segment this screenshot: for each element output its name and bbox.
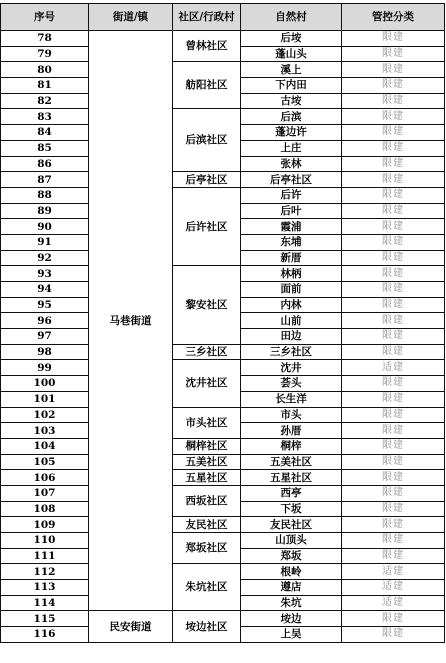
table-row <box>1 517 445 533</box>
natural-village-cell: 五星社区 <box>241 470 342 486</box>
natural-village-cell: 田边 <box>241 329 342 345</box>
serial-cell: 78 <box>1 31 89 47</box>
control-category-cell: 限建 <box>342 548 445 564</box>
natural-village-cell: 荟头 <box>241 376 342 392</box>
control-category-cell: 适建 <box>342 580 445 596</box>
serial-cell: 108 <box>1 501 89 517</box>
control-category-cell: 限建 <box>342 46 445 62</box>
natural-village-cell: 孙厝 <box>241 423 342 439</box>
serial-cell: 112 <box>1 564 89 580</box>
header-subdistrict: 街道/镇 <box>89 4 173 31</box>
community-cell: 后滨社区 <box>173 109 241 172</box>
natural-village-cell: 根岭 <box>241 564 342 580</box>
natural-village-cell: 面前 <box>241 282 342 298</box>
control-category-cell: 限建 <box>342 31 445 47</box>
serial-cell: 80 <box>1 62 89 78</box>
serial-cell: 98 <box>1 344 89 360</box>
table-row <box>1 187 445 203</box>
natural-village-cell: 桐梓 <box>241 438 342 454</box>
control-category-cell: 限建 <box>342 109 445 125</box>
serial-cell: 82 <box>1 93 89 109</box>
natural-village-cell: 张林 <box>241 156 342 172</box>
header-community: 社区/行政村 <box>173 4 241 31</box>
serial-cell: 93 <box>1 266 89 282</box>
control-category-cell: 限建 <box>342 391 445 407</box>
community-cell: 三乡社区 <box>173 344 241 360</box>
control-category-cell: 限建 <box>342 627 445 643</box>
serial-cell: 101 <box>1 391 89 407</box>
natural-village-cell: 后许 <box>241 187 342 203</box>
control-category-cell: 适建 <box>342 595 445 611</box>
control-category-cell: 限建 <box>342 282 445 298</box>
serial-cell: 83 <box>1 109 89 125</box>
community-cell: 后许社区 <box>173 187 241 265</box>
serial-cell: 113 <box>1 580 89 596</box>
serial-cell: 81 <box>1 78 89 94</box>
subdistrict-cell: 马巷街道 <box>89 31 173 611</box>
control-category-cell: 限建 <box>342 156 445 172</box>
serial-cell: 95 <box>1 297 89 313</box>
serial-cell: 84 <box>1 125 89 141</box>
serial-cell: 115 <box>1 611 89 627</box>
control-category-cell: 限建 <box>342 329 445 345</box>
control-category-cell: 限建 <box>342 187 445 203</box>
serial-cell: 107 <box>1 485 89 501</box>
serial-cell: 89 <box>1 203 89 219</box>
control-category-cell: 限建 <box>342 140 445 156</box>
natural-village-cell: 上庄 <box>241 140 342 156</box>
control-category-cell: 限建 <box>342 517 445 533</box>
table-row <box>1 485 445 501</box>
natural-village-cell: 山顶头 <box>241 533 342 549</box>
control-category-cell: 限建 <box>342 62 445 78</box>
table-row <box>1 360 445 376</box>
community-cell: 舫阳社区 <box>173 62 241 109</box>
control-category-cell: 限建 <box>342 423 445 439</box>
serial-cell: 99 <box>1 360 89 376</box>
table-body <box>1 31 445 643</box>
header-serial: 序号 <box>1 4 89 31</box>
control-category-cell: 限建 <box>342 533 445 549</box>
natural-village-cell: 内林 <box>241 297 342 313</box>
control-category-cell: 限建 <box>342 78 445 94</box>
table-row <box>1 564 445 580</box>
serial-cell: 92 <box>1 250 89 266</box>
natural-village-cell: 市头 <box>241 407 342 423</box>
table-row <box>1 31 445 47</box>
table-row <box>1 109 445 125</box>
serial-cell: 90 <box>1 219 89 235</box>
community-cell: 沈井社区 <box>173 360 241 407</box>
natural-village-cell: 溪上 <box>241 62 342 78</box>
natural-village-cell: 古垵 <box>241 93 342 109</box>
natural-village-cell: 郑坂 <box>241 548 342 564</box>
serial-cell: 100 <box>1 376 89 392</box>
table-row <box>1 611 445 627</box>
control-category-cell: 适建 <box>342 564 445 580</box>
serial-cell: 86 <box>1 156 89 172</box>
control-category-cell: 限建 <box>342 234 445 250</box>
natural-village-cell: 三乡社区 <box>241 344 342 360</box>
natural-village-cell: 西亭 <box>241 485 342 501</box>
serial-cell: 105 <box>1 454 89 470</box>
community-cell: 曾林社区 <box>173 31 241 62</box>
natural-village-cell: 蓬边许 <box>241 125 342 141</box>
community-cell: 市头社区 <box>173 407 241 438</box>
serial-cell: 102 <box>1 407 89 423</box>
natural-village-cell: 遵店 <box>241 580 342 596</box>
serial-cell: 91 <box>1 234 89 250</box>
natural-village-cell: 后滨 <box>241 109 342 125</box>
serial-cell: 110 <box>1 533 89 549</box>
community-cell: 五星社区 <box>173 470 241 486</box>
table-row <box>1 344 445 360</box>
control-category-cell: 限建 <box>342 501 445 517</box>
natural-village-cell: 东埔 <box>241 234 342 250</box>
serial-cell: 116 <box>1 627 89 643</box>
natural-village-cell: 沈井 <box>241 360 342 376</box>
control-category-cell: 限建 <box>342 93 445 109</box>
serial-cell: 96 <box>1 313 89 329</box>
serial-cell: 87 <box>1 172 89 188</box>
community-cell: 垵边社区 <box>173 611 241 642</box>
natural-village-cell: 林柄 <box>241 266 342 282</box>
community-cell: 五美社区 <box>173 454 241 470</box>
natural-village-cell: 朱坑 <box>241 595 342 611</box>
serial-cell: 111 <box>1 548 89 564</box>
control-category-cell: 限建 <box>342 376 445 392</box>
control-category-cell: 限建 <box>342 470 445 486</box>
natural-village-cell: 垵边 <box>241 611 342 627</box>
serial-cell: 88 <box>1 187 89 203</box>
natural-village-cell: 五美社区 <box>241 454 342 470</box>
control-category-cell: 限建 <box>342 438 445 454</box>
header-natural-village: 自然村 <box>241 4 342 31</box>
natural-village-cell: 山前 <box>241 313 342 329</box>
community-cell: 朱坑社区 <box>173 564 241 611</box>
serial-cell: 114 <box>1 595 89 611</box>
control-category-cell: 限建 <box>342 344 445 360</box>
community-cell: 黎安社区 <box>173 266 241 344</box>
natural-village-cell: 下坂 <box>241 501 342 517</box>
table-row <box>1 438 445 454</box>
natural-village-cell: 友民社区 <box>241 517 342 533</box>
village-control-table <box>0 3 445 643</box>
serial-cell: 85 <box>1 140 89 156</box>
control-category-cell: 限建 <box>342 297 445 313</box>
control-category-cell: 限建 <box>342 407 445 423</box>
natural-village-cell: 上吴 <box>241 627 342 643</box>
control-category-cell: 限建 <box>342 485 445 501</box>
table-row <box>1 266 445 282</box>
table-row <box>1 454 445 470</box>
serial-cell: 79 <box>1 46 89 62</box>
serial-cell: 106 <box>1 470 89 486</box>
header-row <box>1 4 445 31</box>
serial-cell: 104 <box>1 438 89 454</box>
natural-village-cell: 后亭社区 <box>241 172 342 188</box>
header-control-category: 管控分类 <box>342 4 445 31</box>
control-category-cell: 限建 <box>342 454 445 470</box>
control-category-cell: 适建 <box>342 360 445 376</box>
natural-village-cell: 长生洋 <box>241 391 342 407</box>
control-category-cell: 限建 <box>342 313 445 329</box>
control-category-cell: 限建 <box>342 266 445 282</box>
natural-village-cell: 后叶 <box>241 203 342 219</box>
serial-cell: 103 <box>1 423 89 439</box>
control-category-cell: 限建 <box>342 219 445 235</box>
table-row <box>1 533 445 549</box>
control-category-cell: 限建 <box>342 125 445 141</box>
community-cell: 郑坂社区 <box>173 533 241 564</box>
serial-cell: 109 <box>1 517 89 533</box>
community-cell: 西坂社区 <box>173 485 241 516</box>
table-row <box>1 62 445 78</box>
control-category-cell: 限建 <box>342 203 445 219</box>
table-header <box>1 4 445 31</box>
natural-village-cell: 霞浦 <box>241 219 342 235</box>
control-category-cell: 限建 <box>342 611 445 627</box>
natural-village-cell: 后垵 <box>241 31 342 47</box>
table-row <box>1 470 445 486</box>
community-cell: 桐梓社区 <box>173 438 241 454</box>
control-category-cell: 限建 <box>342 250 445 266</box>
natural-village-cell: 蓬山头 <box>241 46 342 62</box>
community-cell: 友民社区 <box>173 517 241 533</box>
table-row <box>1 407 445 423</box>
serial-cell: 94 <box>1 282 89 298</box>
control-category-cell: 限建 <box>342 172 445 188</box>
serial-cell: 97 <box>1 329 89 345</box>
natural-village-cell: 新厝 <box>241 250 342 266</box>
table-row <box>1 172 445 188</box>
natural-village-cell: 下内田 <box>241 78 342 94</box>
subdistrict-cell: 民安街道 <box>89 611 173 642</box>
community-cell: 后亭社区 <box>173 172 241 188</box>
